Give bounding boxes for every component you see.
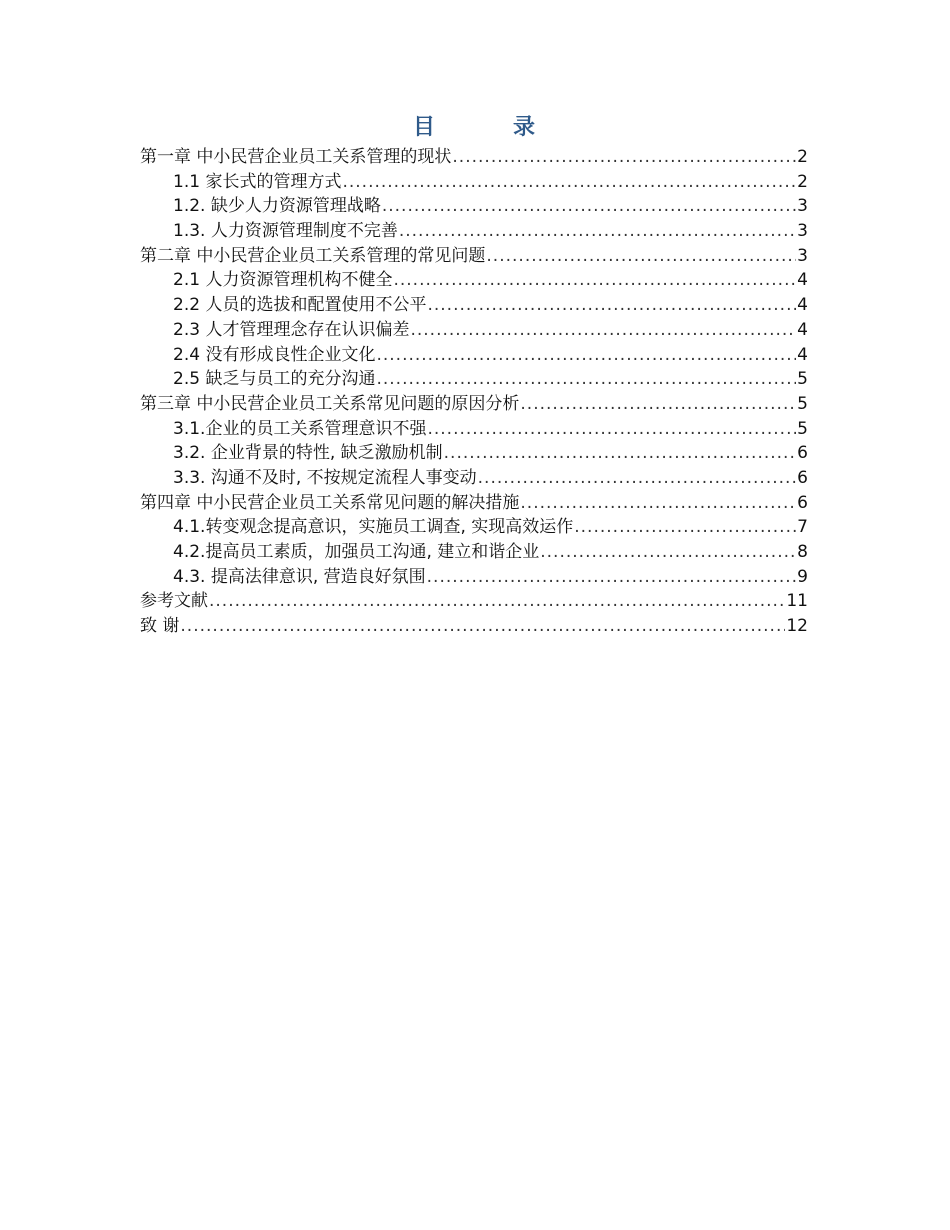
toc-page-number: 6 xyxy=(797,492,808,513)
toc-entry[interactable] xyxy=(140,540,808,565)
toc-entry-text: 4.1.转变观念提高意识，实施员工调查, 实现高效运作 xyxy=(173,517,574,538)
toc-leader-dots xyxy=(376,343,796,368)
toc-entry-text: 参考文献 xyxy=(140,591,208,612)
toc-page-number: 4 xyxy=(797,344,808,365)
toc-entry[interactable] xyxy=(140,367,808,392)
toc-leader-dots xyxy=(520,392,796,417)
toc-entry-text: 4.3. 提高法律意识, 营造良好氛围 xyxy=(173,566,426,587)
toc-page-number: 12 xyxy=(786,616,808,637)
toc-leader-dots xyxy=(342,170,796,195)
toc-leader-dots xyxy=(444,441,797,466)
toc-entry-text: 2.4 没有形成良性企业文化 xyxy=(173,344,376,365)
toc-page-number: 6 xyxy=(797,467,808,488)
toc-leader-dots xyxy=(478,466,797,491)
toc-entry[interactable] xyxy=(140,589,808,614)
toc-leader-dots xyxy=(427,417,796,442)
toc-page-number: 3 xyxy=(797,221,808,242)
toc-leader-dots xyxy=(427,293,796,318)
toc-entry-text: 1.2. 缺少人力资源管理战略 xyxy=(173,196,381,217)
toc-entry[interactable] xyxy=(140,565,808,590)
toc-entry[interactable] xyxy=(140,343,808,368)
toc-leader-dots xyxy=(209,589,785,614)
toc-entry[interactable] xyxy=(140,293,808,318)
toc-entry[interactable] xyxy=(140,194,808,219)
toc-leader-dots xyxy=(427,565,797,590)
toc-entry-text: 3.3. 沟通不及时, 不按规定流程人事变动 xyxy=(173,467,477,488)
toc-entry-text: 3.1.企业的员工关系管理意识不强 xyxy=(173,418,427,439)
toc-title-char-1: 目 xyxy=(412,115,435,140)
toc-entry[interactable] xyxy=(140,441,808,466)
toc-title xyxy=(140,112,808,144)
toc-page-number: 11 xyxy=(786,591,808,612)
toc-title-char-2: 录 xyxy=(513,115,536,140)
toc-leader-dots xyxy=(382,194,796,219)
toc-leader-dots xyxy=(410,318,796,343)
toc-entry[interactable] xyxy=(140,318,808,343)
toc-entry-text: 第四章 中小民营企业员工关系常见问题的解决措施 xyxy=(140,492,520,513)
toc-entry-text: 第一章 中小民营企业员工关系管理的现状 xyxy=(140,147,452,167)
toc-entry[interactable] xyxy=(140,466,808,491)
toc-entry-text: 1.3. 人力资源管理制度不完善 xyxy=(173,221,398,242)
toc-page-number: 4 xyxy=(797,270,808,291)
toc-leader-dots xyxy=(540,540,796,565)
toc-page-number: 4 xyxy=(797,295,808,316)
toc-page-number: 5 xyxy=(797,418,808,439)
toc-entry[interactable] xyxy=(140,244,808,269)
toc-entry-text: 1.1 家长式的管理方式 xyxy=(173,171,342,192)
toc-leader-dots xyxy=(520,491,796,516)
toc-entry-text: 4.2.提高员工素质，加强员工沟通, 建立和谐企业 xyxy=(173,542,540,562)
toc-leader-dots xyxy=(486,244,796,269)
toc-entry-text: 第二章 中小民营企业员工关系管理的常见问题 xyxy=(140,245,486,266)
toc-page-number: 4 xyxy=(797,319,808,340)
toc-entry-text: 2.2 人员的选拔和配置使用不公平 xyxy=(173,295,427,316)
toc-entry-text: 致 谢 xyxy=(140,616,180,637)
toc-entry[interactable] xyxy=(140,417,808,442)
toc-page-number: 2 xyxy=(797,147,808,167)
toc-leader-dots xyxy=(452,145,796,170)
toc-page-number: 2 xyxy=(797,171,808,192)
toc-leader-dots xyxy=(574,515,796,540)
toc-leader-dots xyxy=(376,367,796,392)
toc-leader-dots xyxy=(393,268,796,293)
toc-leader-dots xyxy=(399,219,796,244)
toc-page-number: 8 xyxy=(797,542,808,562)
toc-entry-text: 第三章 中小民营企业员工关系常见问题的原因分析 xyxy=(140,393,520,414)
toc-entry[interactable] xyxy=(140,145,808,170)
toc-entry[interactable] xyxy=(140,170,808,195)
toc-entry[interactable] xyxy=(140,392,808,417)
toc-page-number: 7 xyxy=(797,517,808,538)
toc-entry[interactable] xyxy=(140,515,808,540)
toc-page-number: 5 xyxy=(797,393,808,414)
toc-page-number: 3 xyxy=(797,196,808,217)
toc-page-number: 3 xyxy=(797,245,808,266)
toc-leader-dots xyxy=(180,614,785,639)
toc-page-number: 5 xyxy=(797,369,808,390)
toc-page-number: 9 xyxy=(797,566,808,587)
toc-entry[interactable] xyxy=(140,268,808,293)
toc-entry-text: 3.2. 企业背景的特性, 缺乏激励机制 xyxy=(173,443,443,464)
toc-list xyxy=(140,145,808,639)
toc-entry[interactable] xyxy=(140,614,808,639)
toc-entry-text: 2.1 人力资源管理机构不健全 xyxy=(173,270,393,291)
toc-entry-text: 2.3 人才管理理念存在认识偏差 xyxy=(173,319,410,340)
toc-page-number: 6 xyxy=(797,443,808,464)
toc-entry[interactable] xyxy=(140,219,808,244)
toc-entry-text: 2.5 缺乏与员工的充分沟通 xyxy=(173,369,376,390)
toc-entry[interactable] xyxy=(140,491,808,516)
